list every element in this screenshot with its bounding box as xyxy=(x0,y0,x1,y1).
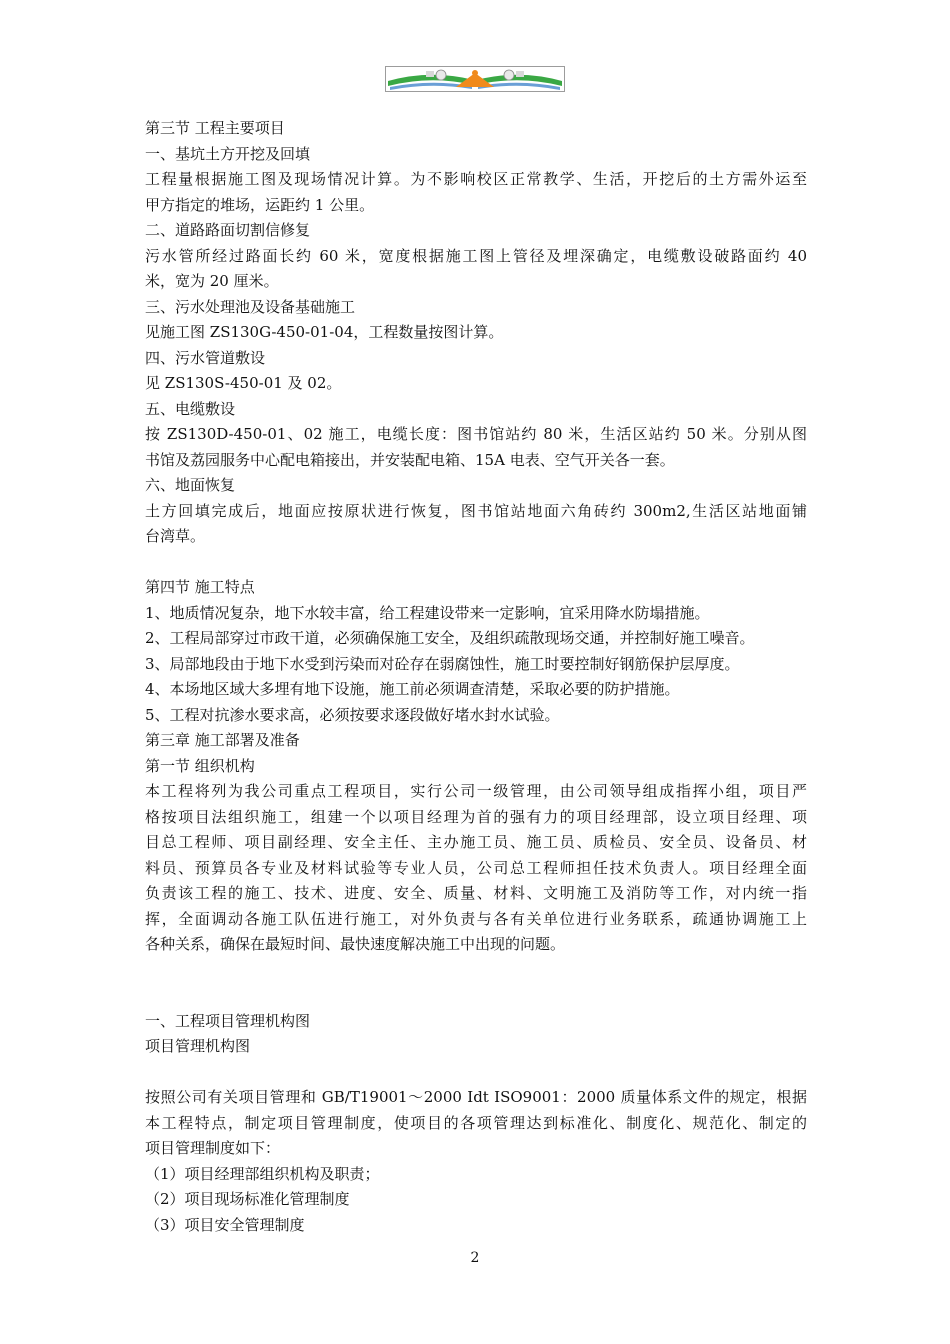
paragraph-line: 料员、预算员各专业及材料试验等专业人员，公司总工程师担任技术负责人。项目经理全面 xyxy=(145,858,807,877)
paragraph-line: 书馆及荔园服务中心配电箱接出，并安装配电箱、15A 电表、空气开关各一套。 xyxy=(145,450,675,469)
item-heading: 一、基坑土方开挖及回填 xyxy=(145,144,311,163)
item-heading: 二、道路路面切割信修复 xyxy=(145,221,311,239)
section-heading: 第四节 施工特点 xyxy=(145,578,255,596)
paragraph-line: 按照公司有关项目管理和 GB/T19001～2000 Idt ISO9001：2000 质量体系文件的规定，根据 xyxy=(145,1088,807,1106)
list-item: （2）项目现场标准化管理制度 xyxy=(145,1190,350,1208)
item-heading: 五、电缆敷设 xyxy=(145,399,236,418)
paragraph-line: 土方回填完成后，地面应按原状进行恢复，图书馆站地面六角砖约 300m2,生活区站地面铺 xyxy=(145,501,807,520)
paragraph-line: 见 ZS130S-450-01 及 02。 xyxy=(145,374,342,392)
paragraph-line: 负责该工程的施工、技术、进度、安全、质量、材料、文明施工及消防等工作，对内统一指 xyxy=(145,884,807,902)
blank-line xyxy=(145,958,807,984)
blank-line xyxy=(145,1060,807,1086)
paragraph-line: 按 ZS130D-450-01、02 施工，电缆长度：图书馆站约 80 米，生活区站约 50 米。分别从图 xyxy=(145,425,807,443)
paragraph-line: 见施工图 ZS130G-450-01-04，工程数量按图计算。 xyxy=(145,323,504,341)
chapter-heading: 第三章 施工部署及准备 xyxy=(145,731,300,749)
list-item: 1、地质情况复杂，地下水较丰富，给工程建设带来一定影响，宜采用降水防塌措施。 xyxy=(145,603,710,622)
list-item: 2、工程局部穿过市政干道，必须确保施工安全，及组织疏散现场交通，并控制好施工噪音。 xyxy=(145,629,755,647)
document-body xyxy=(145,116,807,1238)
paragraph-line: 污水管所经过路面长约 60 米，宽度根据施工图上管径及埋深确定，电缆敷设破路面约 40 xyxy=(145,246,807,265)
school-emblem-logo xyxy=(385,66,565,92)
paragraph-line: 本工程特点，制定项目管理制度，使项目的各项管理达到标准化、制度化、规范化、制定的 xyxy=(145,1113,807,1132)
list-item: 4、本场地区域大多埋有地下设施，施工前必须调查清楚，采取必要的防护措施。 xyxy=(145,680,680,698)
paragraph-line: 本工程将列为我公司重点工程项目，实行公司一级管理，由公司领导组成指挥小组，项目严 xyxy=(145,782,807,800)
figure-caption: 项目管理机构图 xyxy=(145,1037,251,1055)
paragraph-line: 工程量根据施工图及现场情况计算。为不影响校区正常教学、生活，开挖后的土方需外运至 xyxy=(145,170,807,188)
paragraph-line: 项目管理制度如下： xyxy=(145,1139,281,1157)
paragraph-line: 格按项目法组织施工，组建一个以项目经理为首的强有力的项目经理部，设立项目经理、项 xyxy=(145,807,807,826)
paragraph-line: 甲方指定的堆场，运距约 1 公里。 xyxy=(145,195,375,214)
paragraph-line: 台湾草。 xyxy=(145,527,206,545)
blank-line xyxy=(145,983,807,1009)
section-heading: 第一节 组织机构 xyxy=(145,756,255,775)
paragraph-line: 各种关系，确保在最短时间、最快速度解决施工中出现的问题。 xyxy=(145,935,566,953)
item-heading: 六、地面恢复 xyxy=(145,476,236,494)
page-number: 2 xyxy=(470,1250,480,1266)
paragraph-line: 挥，全面调动各施工队伍进行施工，对外负责与各有关单位进行业务联系，疏通协调施工上 xyxy=(145,909,807,928)
paragraph-line: 目总工程师、项目副经理、安全主任、主办施工员、施工员、质检员、安全员、设备员、材 xyxy=(145,833,807,851)
blank-line xyxy=(145,550,807,576)
emblem-icon xyxy=(386,67,564,91)
paragraph-line: 米，宽为 20 厘米。 xyxy=(145,272,279,290)
list-item: 5、工程对抗渗水要求高，必须按要求逐段做好堵水封水试验。 xyxy=(145,705,560,724)
list-item: 3、局部地段由于地下水受到污染而对砼存在弱腐蚀性，施工时要控制好钢筋保护层厚度。 xyxy=(145,654,740,673)
item-heading: 一、工程项目管理机构图 xyxy=(145,1011,311,1030)
list-item: （3）项目安全管理制度 xyxy=(145,1215,305,1234)
section-heading: 第三节 工程主要项目 xyxy=(145,119,285,137)
item-heading: 三、污水处理池及设备基础施工 xyxy=(145,297,356,316)
item-heading: 四、污水管道敷设 xyxy=(145,348,266,367)
list-item: （1）项目经理部组织机构及职责； xyxy=(145,1164,380,1183)
